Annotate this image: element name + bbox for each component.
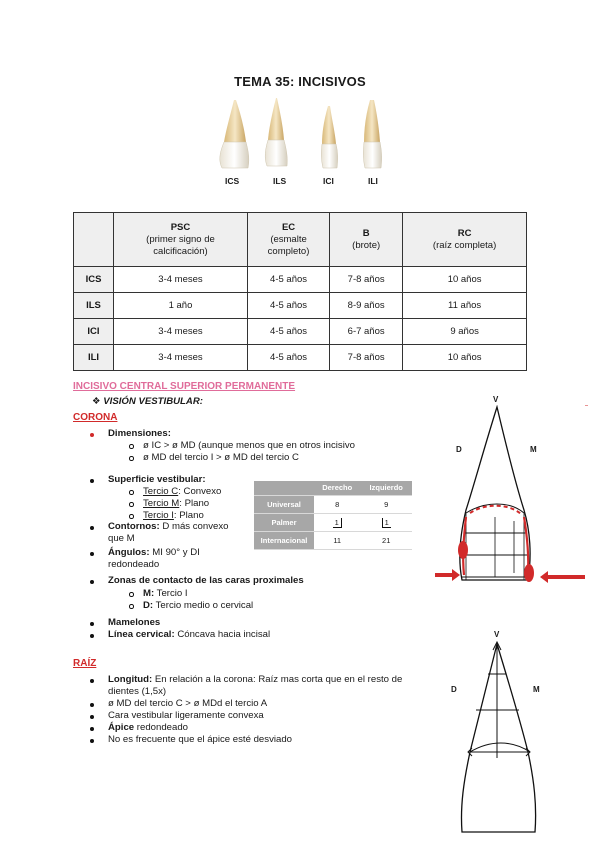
cell-rc: 10 años: [403, 267, 527, 293]
cell-psc: 1 año: [114, 293, 248, 319]
diagram2-v-label: V: [494, 630, 500, 639]
tooth-ics: [220, 100, 249, 168]
cell-psc: 3-4 meses: [114, 267, 248, 293]
notation-label: Palmer: [254, 513, 314, 531]
header-rc: RC (raíz completa): [403, 213, 527, 267]
contornos-item-cont: que M: [108, 533, 135, 544]
mamelones-item: Mamelones: [108, 617, 161, 628]
corona-heading: CORONA: [73, 412, 118, 423]
notation-der: 8: [314, 495, 360, 513]
zone-item: D: Tercio medio o cervical: [143, 600, 254, 611]
bullet-icon: [90, 526, 94, 530]
notation-der: 1: [314, 513, 360, 531]
tooth-label-ics: ICS: [225, 176, 240, 186]
cell-psc: 3-4 meses: [114, 319, 248, 345]
dimension-item: ø IC > ø MD (aunque menos que en otros incisivo: [143, 440, 355, 451]
page-title: TEMA 35: INCISIVOS: [234, 74, 366, 89]
surface-item: Tercio C: Convexo: [143, 486, 222, 497]
tooth-label-ici: ICI: [323, 176, 334, 186]
root-vestibular-diagram: [440, 640, 560, 840]
diagram1-d-label: D: [456, 445, 462, 454]
sub-heading: ❖ VISIÓN VESTIBULAR:: [92, 396, 203, 407]
table-row: [254, 513, 412, 531]
table-row: [254, 495, 412, 513]
circle-bullet-icon: [129, 444, 134, 449]
tooth-ili: [363, 100, 381, 168]
cell-ec: 4-5 años: [247, 293, 329, 319]
tooth-label-ils: ILS: [273, 176, 287, 186]
surface-item: Tercio M: Plano: [143, 498, 210, 509]
cell-b: 8-9 años: [330, 293, 403, 319]
longitud-item-cont: dientes (1,5x): [108, 686, 167, 697]
cell-rc: 9 años: [403, 319, 527, 345]
header-b: B (brote): [330, 213, 403, 267]
zonas-label: Zonas de contacto de las caras proximales: [108, 575, 304, 586]
notation-label: Universal: [254, 495, 314, 513]
diagram2-d-label: D: [451, 685, 457, 694]
header-ec: EC (esmalte completo): [247, 213, 329, 267]
notation-corner: [254, 481, 314, 495]
cell-ec: 4-5 años: [247, 319, 329, 345]
surface-item: Tercio I: Plano: [143, 510, 204, 521]
bullet-icon: [90, 739, 94, 743]
notation-header-izq: Izquierdo: [360, 481, 412, 495]
table-row: [74, 267, 527, 293]
longitud-item: Longitud: En relación a la corona: Raíz mas corta que en el resto de: [108, 674, 403, 685]
raiz-heading: RAÍZ: [73, 658, 97, 669]
row-head: ICS: [74, 267, 114, 293]
crown-vestibular-diagram: [430, 405, 590, 590]
root-item: Cara vestibular ligeramente convexa: [108, 710, 264, 721]
cell-rc: 11 años: [403, 293, 527, 319]
root-item: ø MD del tercio C > ø MDd el tercio A: [108, 698, 268, 709]
superficie-label: Superficie vestibular:: [108, 474, 206, 485]
contornos-item: Contornos: D más convexo: [108, 521, 229, 532]
cell-ec: 4-5 años: [247, 345, 329, 371]
cell-b: 6-7 años: [330, 319, 403, 345]
circle-bullet-icon: [129, 502, 134, 507]
bullet-icon: [90, 552, 94, 556]
bullet-icon: [90, 580, 94, 584]
cell-psc: 3-4 meses: [114, 345, 248, 371]
bullet-icon: [90, 727, 94, 731]
notation-izq: 21: [360, 531, 412, 549]
cell-b: 7-8 años: [330, 267, 403, 293]
section-heading-ics: INCISIVO CENTRAL SUPERIOR PERMANENTE: [73, 381, 296, 392]
circle-bullet-icon: [129, 604, 134, 609]
diagram1-v-label: V: [493, 395, 499, 404]
diamond-bullet-icon: ❖: [92, 396, 101, 407]
table-row: [74, 293, 527, 319]
circle-bullet-icon: [129, 592, 134, 597]
bullet-icon: [90, 634, 94, 638]
dimension-item: ø MD del tercio I > ø MD del tercio C: [143, 452, 299, 463]
notation-label: Internacional: [254, 531, 314, 549]
table-row: [74, 319, 527, 345]
tooth-ici: [321, 106, 337, 168]
diagram2-m-label: M: [533, 685, 540, 694]
circle-bullet-icon: [129, 456, 134, 461]
cell-ec: 4-5 años: [247, 267, 329, 293]
table-row: [74, 345, 527, 371]
cell-rc: 10 años: [403, 345, 527, 371]
linea-item: Línea cervical: Cóncava hacia incisal: [108, 629, 271, 640]
apice-item: Ápice redondeado: [108, 722, 189, 733]
row-head: ILI: [74, 345, 114, 371]
tooth-label-ili: ILI: [368, 176, 378, 186]
bullet-icon: [90, 479, 94, 483]
diagram1-m-label: M: [530, 445, 537, 454]
circle-bullet-icon: [129, 514, 134, 519]
angulos-item: Ángulos: MI 90° y DI: [108, 547, 200, 558]
bullet-icon: [90, 622, 94, 626]
row-head: ICI: [74, 319, 114, 345]
notation-izq: 9: [360, 495, 412, 513]
root-item: No es frecuente que el ápice esté desviado: [108, 734, 293, 745]
cell-b: 7-8 años: [330, 345, 403, 371]
eruption-table: [73, 212, 527, 371]
bullet-icon: [90, 715, 94, 719]
angulos-item-cont: redondeado: [108, 559, 160, 570]
dimensiones-label: Dimensiones:: [108, 428, 171, 439]
incisors-illustration: [210, 96, 400, 188]
tooth-ils: [265, 98, 287, 166]
header-psc: PSC (primer signo de calcificación): [114, 213, 248, 267]
row-head: ILS: [74, 293, 114, 319]
circle-bullet-icon: [129, 490, 134, 495]
bullet-icon: [90, 433, 94, 437]
zone-item: M: Tercio I: [143, 588, 188, 599]
bullet-icon: [90, 703, 94, 707]
table-corner: [74, 213, 114, 267]
notation-header-der: Derecho: [314, 481, 360, 495]
table-row: [254, 531, 412, 549]
bullet-icon: [90, 679, 94, 683]
notation-izq: 1: [360, 513, 412, 531]
notation-table: [254, 481, 412, 550]
notation-der: 11: [314, 531, 360, 549]
